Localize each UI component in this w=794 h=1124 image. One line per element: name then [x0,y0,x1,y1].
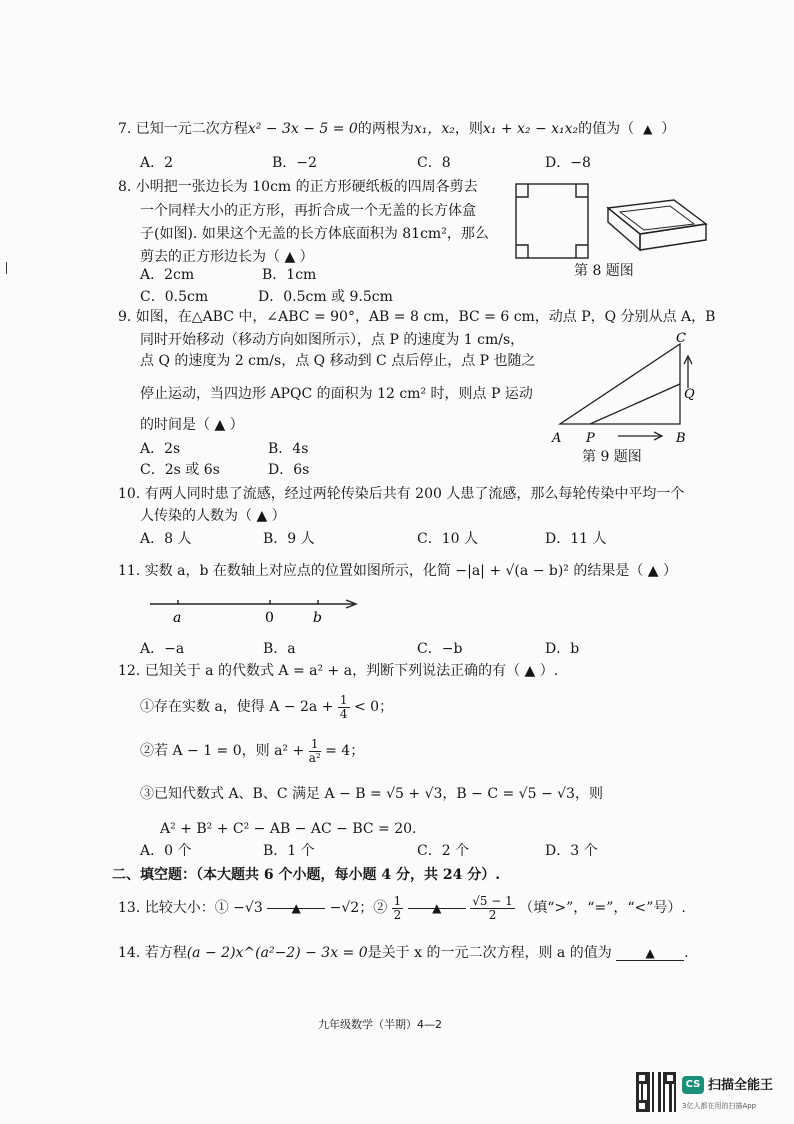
q12-statement-2: ②若 A − 1 = 0，则 a² + $\frac{1}{\text{a²}}$ = 4； [140,736,365,765]
q9-option-d: D．6s [268,462,310,478]
label-q: Q [684,387,695,402]
answer-triangle-icon: ▲ [643,122,653,136]
q7-stem: 7. 已知一元二次方程x² − 3x − 5 = 0的两根为x₁，x₂，则x₁ + x₂ − x₁x₂的值为（ ▲ ） [118,121,676,137]
q12-stem: 12. 已知关于 a 的代数式 A = a² + a，判断下列说法正确的有（ ▲ ）. [118,663,559,679]
q8-option-b: B．1cm [262,267,317,283]
label-a: A [552,431,562,446]
axis-label-0: 0 [265,610,274,626]
q8-line-1: 8. 小明把一张边长为 10cm 的正方形硬纸板的四周各剪去 [118,179,478,195]
q9-figure-caption: 第 9 题图 [582,449,642,465]
q8-line-3: 子(如图). 如果这个无盖的长方体底面积为 81cm²，那么 [140,226,489,242]
q8-option-a: A．2cm [140,267,195,283]
label-b: B [676,431,686,446]
q7-option-d: D．−8 [545,155,591,171]
q12-statement-1: ①存在实数 a，使得 A − 2a + $\frac{1}{4}$ < 0； [140,692,394,721]
q14-blank: ▲ [616,944,684,961]
q10-option-a: A．8 人 [140,531,192,547]
q7-option-b: B．−2 [272,155,317,171]
q10-line-2: 人传染的人数为（ ▲ ） [140,508,286,524]
q8-option-c: C．0.5cm [140,289,209,305]
q9-option-a: A．2s [140,441,181,457]
q13-stem: 13. 比较大小：① −√3 ▲ −√2；② $\frac{1}{2}$ ▲ $\frac{√5 - 1}{2}$ （填“>”，“=”，“<”号）. [118,893,686,922]
q14-stem: 14. 若方程(a − 2)x^(a²−2) − 3x = 0是关于 x 的一元二次方程，则 a 的值为 ▲ . [118,945,689,961]
triangle-abc [560,344,680,424]
section-2-heading: 二、填空题：（本大题共 6 个小题，每小题 4 分，共 24 分）. [112,867,501,883]
axis-label-a: a [173,610,182,626]
q10-option-d: D．11 人 [545,531,607,547]
q10-line-1: 10. 有两人同时患了流感，经过两轮传染后共有 200 人患了流感，那么每轮传染中平均一个 [118,486,685,502]
segment-pq [590,384,680,424]
q12-option-a: A．0 个 [140,843,192,859]
q11-number-line [146,592,366,626]
fraction-one-quarter: $\frac{1}{4}$ [339,692,348,721]
q9-line-4: 停止运动，当四边形 APQC 的面积为 12 cm² 时，则点 P 运动 [140,386,533,402]
q9-line-3: 点 Q 的速度为 2 cm/s，点 Q 移动到 C 点后停止，点 P 也随之 [140,353,536,369]
q7-option-c: C．8 [417,155,451,171]
q13-blank-2: ▲ [408,892,466,909]
fraction-one-over-a-squared: $\frac{1}{\text{a²}}$ [308,736,321,765]
fraction-one-half: $\frac{1}{2}$ [393,893,402,922]
page-footer: 九年级数学（半期）4—2 [318,1018,442,1031]
q8-figure [510,178,710,266]
q9-option-c: C．2s 或 6s [140,462,220,478]
q7-option-a: A．2 [140,155,174,171]
label-p: P [586,431,595,446]
q10-option-c: C．10 人 [417,531,478,547]
q8-figure-caption: 第 8 题图 [574,263,634,279]
q8-line-4: 剪去的正方形边长为（ ▲ ） [140,249,314,265]
q10-option-b: B．9 人 [263,531,315,547]
axis-label-b: b [313,610,322,626]
q11-option-a: A．−a [140,641,185,657]
q11-option-d: D．b [545,641,580,657]
q9-line-1: 9. 如图，在△ABC 中，∠ABC = 90°，AB = 8 cm，BC = 6 cm，动点 P，Q 分别从点 A，B [118,309,716,325]
q12-option-b: B．1 个 [263,843,315,859]
q12-statement-3: ③已知代数式 A、B、C 满足 A − B = √5 + √3，B − C = √5 − √3，则 [140,786,603,802]
q9-line-2: 同时开始移动（移动方向如图所示），点 P 的速度为 1 cm/s， [140,332,525,348]
flat-square-with-cut-corners [516,184,588,258]
q8-option-d: D．0.5cm 或 9.5cm [258,289,393,305]
camscanner-name: 扫描全能王 [708,1078,774,1093]
open-box [608,200,706,250]
q12-option-c: C．2 个 [417,843,470,859]
fraction-golden: $\frac{√5 - 1}{2}$ [472,893,513,922]
label-c: C [676,331,686,346]
q12-statement-3-equation: A² + B² + C² − AB − AC − BC = 20. [160,821,417,837]
q11-option-c: C．−b [417,641,463,657]
q12-option-d: D．3 个 [545,843,598,859]
qr-code-icon [636,1072,676,1112]
q9-option-b: B．4s [268,441,309,457]
q13-blank-1: ▲ [267,892,325,909]
camscanner-logo: CS [682,1076,704,1094]
q11-stem: 11. 实数 a，b 在数轴上对应点的位置如图所示，化简 −|a| + √(a − b)² 的结果是（ ▲ ） [118,563,678,579]
margin-mark [6,262,7,274]
q8-line-2: 一个同样大小的正方形，再折合成一个无盖的长方体盒 [140,203,476,219]
q9-figure [548,330,708,448]
camscanner-tagline: 3亿人都在用的扫描App [682,1102,757,1110]
q11-option-b: B．a [263,641,296,657]
q9-line-5: 的时间是（ ▲ ） [140,417,244,433]
